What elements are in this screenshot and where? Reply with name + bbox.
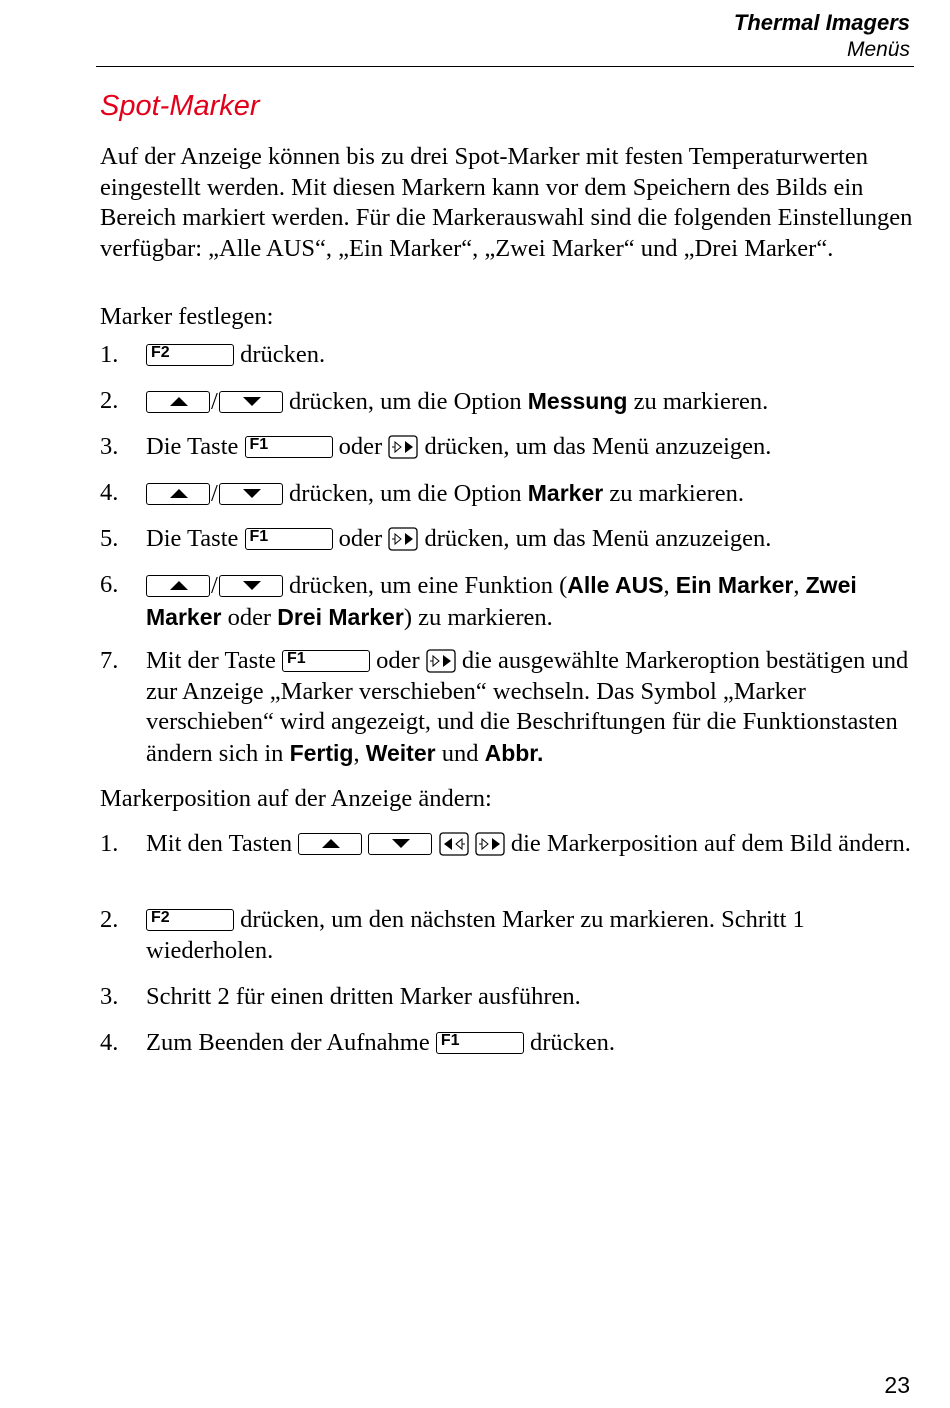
right-arrow-key-icon: [426, 649, 456, 673]
step-text: drücken, um die Option: [288, 388, 528, 415]
up-arrow-key-icon: [146, 483, 210, 505]
step-number: 4.: [100, 1029, 119, 1056]
f2-key-icon: F2: [146, 909, 234, 931]
option-ein-marker: Ein Marker: [675, 572, 794, 598]
step-number: 1.: [100, 830, 119, 857]
up-arrow-key-icon: [146, 391, 210, 413]
header-title: Thermal Imagers: [733, 10, 910, 35]
step-number: 5.: [100, 525, 119, 552]
right-arrow-key-icon: [388, 435, 418, 459]
step-text: ) zu markieren.: [403, 603, 553, 631]
step-text: Mit den Tasten: [146, 830, 299, 857]
f1-key-icon: F1: [436, 1032, 524, 1054]
right-arrow-key-icon: [475, 832, 505, 856]
step-text: Mit der Taste: [146, 647, 282, 674]
header-subtitle: Menüs: [846, 38, 910, 61]
down-arrow-key-icon: [219, 575, 283, 597]
step-text: drücken, um das Menü anzuzeigen.: [418, 433, 772, 460]
option-messung: Messung: [527, 388, 628, 414]
down-arrow-key-icon: [219, 483, 283, 505]
move-marker-heading: Markerposition auf der Anzeige ändern:: [100, 785, 492, 812]
right-arrow-key-icon: [388, 527, 418, 551]
step-number: 6.: [100, 571, 119, 598]
down-arrow-key-icon: [368, 833, 432, 855]
step-text: drücken, um die Option: [288, 480, 528, 507]
step-text: zu markieren.: [603, 480, 745, 507]
step-text: die Markerposition auf dem Bild ändern.: [504, 830, 911, 857]
header-divider: [96, 66, 914, 67]
step-text: drücken.: [523, 1029, 615, 1056]
step-text: oder: [332, 433, 389, 460]
step-text: Die Taste: [146, 433, 245, 460]
f1-key-icon: F1: [282, 650, 370, 672]
step-number: 7.: [100, 647, 119, 674]
step-text: oder: [369, 647, 426, 674]
step-text: die ausgewählte Markeroption bestätigen und zur Anzeige „Marker verschieben“ wechseln. Das Symbol „Marker verschieben“ wird angezeigt, und die Beschriftungen für die Funktionstasten ändern sich in: [146, 647, 909, 767]
step-text: zu markieren.: [627, 388, 769, 415]
page-number: 23: [884, 1372, 910, 1398]
step-text: drücken, um das Menü anzuzeigen.: [418, 525, 772, 552]
up-arrow-key-icon: [298, 833, 362, 855]
step-number: 2.: [100, 906, 119, 933]
option-alle-aus: Alle AUS: [567, 572, 664, 598]
step-text: oder: [332, 525, 389, 552]
step-text: drücken, um den nächsten Marker zu markieren. Schritt 1 wiederholen.: [146, 906, 805, 964]
step-number: 3.: [100, 433, 119, 460]
option-zwei-marker: Zwei Marker: [146, 572, 857, 630]
label-fertig: Fertig: [289, 739, 354, 766]
label-abbr: Abbr.: [484, 739, 544, 766]
down-arrow-key-icon: [219, 391, 283, 413]
f1-key-icon: F1: [245, 436, 333, 458]
f1-key-icon: F1: [245, 528, 333, 550]
step-text: Zum Beenden der Aufnahme: [146, 1029, 436, 1056]
step-text: Die Taste: [146, 525, 245, 552]
step-text: drücken, um eine Funktion (: [288, 572, 568, 599]
step-number: 1.: [100, 341, 119, 368]
step-number: 3.: [100, 983, 119, 1010]
option-marker: Marker: [527, 480, 604, 506]
left-arrow-key-icon: [439, 832, 469, 856]
step-number: 4.: [100, 479, 119, 506]
manual-page: Thermal Imagers Menüs Spot-Marker Auf der Anzeige können bis zu drei Spot-Marker mit festen Temperaturwerten eingestellt werden. Mit diesen Markern kann vor dem Speichern des Bilds ein Bereich markiert werden. Für die Markerauswahl sind die folgenden Einstellungen verfügbar: „Alle AUS“, „Ein Marker“, „Zwei Marker“ und „Drei Marker“. Marker festlegen: 1. F2 drücken. 2. / drücken, um die Option Messung zu markieren. 3. Die Taste F1 oder drücken, um das Menü anzuzeigen. 4. / drücken, um die Option Marker zu markieren. 5. Die Taste F1 oder drücken, um das Menü anzuzeigen. 6. / drücken, um eine Funktion (Alle AUS, Ein Marker, Zwei Marker oder Drei Marker) zu markieren. 7. Mit der Taste F1 oder die ausgewählte Markeroption bestätigen und zur Anzeige „Marker verschieben“ wechseln. Das Symbol „Marker verschieben“ wird angezeigt, und die Beschriftungen für die Funktionstasten ändern sich in Fertig, Weiter und Abbr. Markerposition auf der Anzeige ändern: 1. Mit den Tasten die Markerposition auf dem Bild ändern. 2. F2 drücken, um den nächsten Marker zu markieren. Schritt 1 wiederholen. 3. Schritt 2 für einen dritten Marker ausführen. 4. Zum Beenden der Aufnahme F1 drücken. 23: [0, 0, 950, 1408]
option-drei-marker: Drei Marker: [277, 603, 404, 630]
set-marker-heading: Marker festlegen:: [100, 303, 274, 330]
section-title: Spot-Marker: [100, 90, 260, 122]
step-text: drücken.: [240, 341, 326, 368]
intro-paragraph: Auf der Anzeige können bis zu drei Spot-Marker mit festen Temperaturwerten eingestellt werden. Mit diesen Markern kann vor dem Speichern des Bilds ein Bereich markiert werden. Für die Markerauswahl sind die folgenden Einstellungen verfügbar: „Alle AUS“, „Ein Marker“, „Zwei Marker“ und „Drei Marker“.: [100, 143, 913, 262]
step-number: 2.: [100, 387, 119, 414]
label-weiter: Weiter: [365, 739, 436, 766]
f2-key-icon: F2: [146, 344, 234, 366]
step-text: Schritt 2 für einen dritten Marker ausführen.: [146, 983, 581, 1010]
up-arrow-key-icon: [146, 575, 210, 597]
